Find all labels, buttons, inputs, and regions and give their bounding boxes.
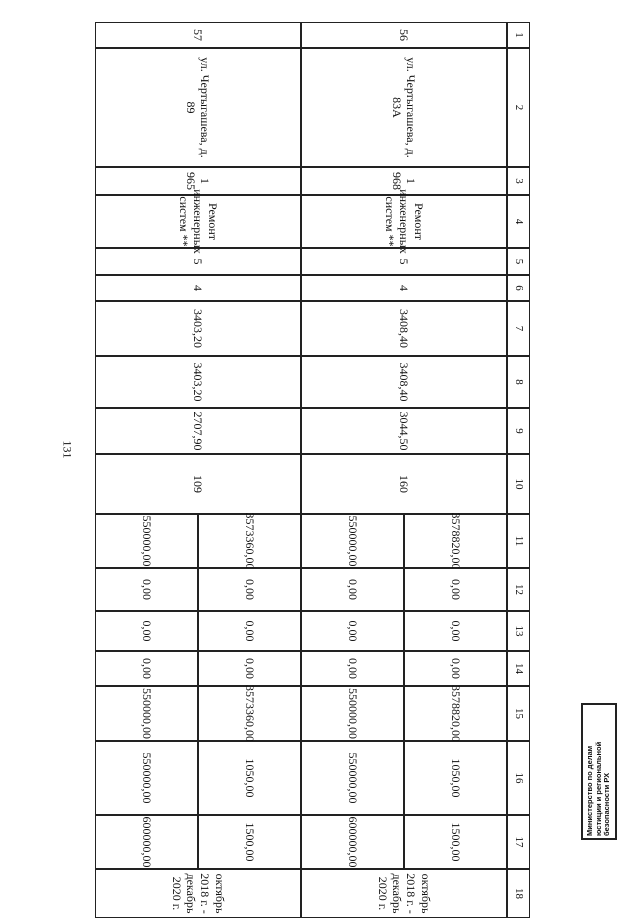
value-cell: 3408,40 [301,356,507,408]
column-number: 17 [507,815,530,869]
row-number: 56 [301,22,507,48]
stamp-line: безопасности РХ [602,772,612,836]
amount-cell: 0,00 [404,651,507,686]
amount-cell: 3578820,00 [404,514,507,568]
year-cell: 1 968 [301,167,507,195]
value-cell: 3403,20 [95,356,301,408]
amount-cell: 550000,00 [95,514,198,568]
work-type-cell: Ремонт инженерных систем ** [95,195,301,248]
column-number: 16 [507,741,530,815]
ministry-stamp [581,703,617,840]
page-number: 131 [60,440,75,459]
amount-cell: 3578820,00 [404,686,507,741]
value-cell: 3408,40 [301,301,507,356]
column-number: 1 [507,22,530,48]
column-number: 15 [507,686,530,741]
amount-cell: 0,00 [198,611,301,651]
row-number: 57 [95,22,301,48]
value-cell: 5 [301,248,507,275]
amount-cell: 600000,00 [95,815,198,869]
stamp-text [586,708,612,836]
data-table-rotated [95,22,530,914]
period-cell [301,869,507,918]
value-cell: 2707,90 [95,408,301,454]
amount-cell: 0,00 [404,611,507,651]
amount-cell: 0,00 [404,568,507,611]
value-cell: 4 [301,275,507,301]
column-number: 2 [507,48,530,167]
amount-cell: 0,00 [95,651,198,686]
value-cell: 3044,50 [301,408,507,454]
amount-cell: 0,00 [301,568,404,611]
period-start: октябрь 2018 г. - [404,873,433,914]
amount-cell: 550000,00 [95,741,198,815]
column-number: 14 [507,651,530,686]
amount-cell: 550000,00 [95,686,198,741]
data-table [95,22,530,914]
amount-cell: 1500,00 [404,815,507,869]
column-number: 6 [507,275,530,301]
value-cell: 109 [95,454,301,514]
column-number: 11 [507,514,530,568]
period-end: декабрь 2020 г. [169,873,198,914]
amount-cell: 1050,00 [404,741,507,815]
amount-cell: 3573360,00 [198,514,301,568]
value-cell: 160 [301,454,507,514]
amount-cell: 1050,00 [198,741,301,815]
work-type-cell: Ремонт инженерных систем ** [301,195,507,248]
column-number: 5 [507,248,530,275]
column-number: 18 [507,869,530,918]
column-number: 12 [507,568,530,611]
column-number: 7 [507,301,530,356]
address-cell: ул. Чертыгашева, д. 83А [301,48,507,167]
amount-cell: 550000,00 [301,741,404,815]
period-end: декабрь 2020 г. [375,873,404,914]
period-start: октябрь 2018 г. - [198,873,227,914]
amount-cell: 0,00 [198,568,301,611]
column-number: 9 [507,408,530,454]
value-cell: 4 [95,275,301,301]
address-cell: ул. Чертыгашева, д. 89 [95,48,301,167]
stamp-line: юстиции и региональной [593,741,603,836]
column-number: 8 [507,356,530,408]
value-cell: 5 [95,248,301,275]
period-cell [95,869,301,918]
amount-cell: 0,00 [301,651,404,686]
column-number: 13 [507,611,530,651]
year-cell: 1 965 [95,167,301,195]
amount-cell: 0,00 [95,611,198,651]
value-cell: 3403,20 [95,301,301,356]
amount-cell: 3573360,00 [198,686,301,741]
column-number: 4 [507,195,530,248]
column-number: 10 [507,454,530,514]
amount-cell: 550000,00 [301,514,404,568]
amount-cell: 0,00 [95,568,198,611]
amount-cell: 1500,00 [198,815,301,869]
stamp-line: Министерство по делам [585,745,595,836]
amount-cell: 600000,00 [301,815,404,869]
amount-cell: 0,00 [198,651,301,686]
amount-cell: 550000,00 [301,686,404,741]
amount-cell: 0,00 [301,611,404,651]
column-number: 3 [507,167,530,195]
